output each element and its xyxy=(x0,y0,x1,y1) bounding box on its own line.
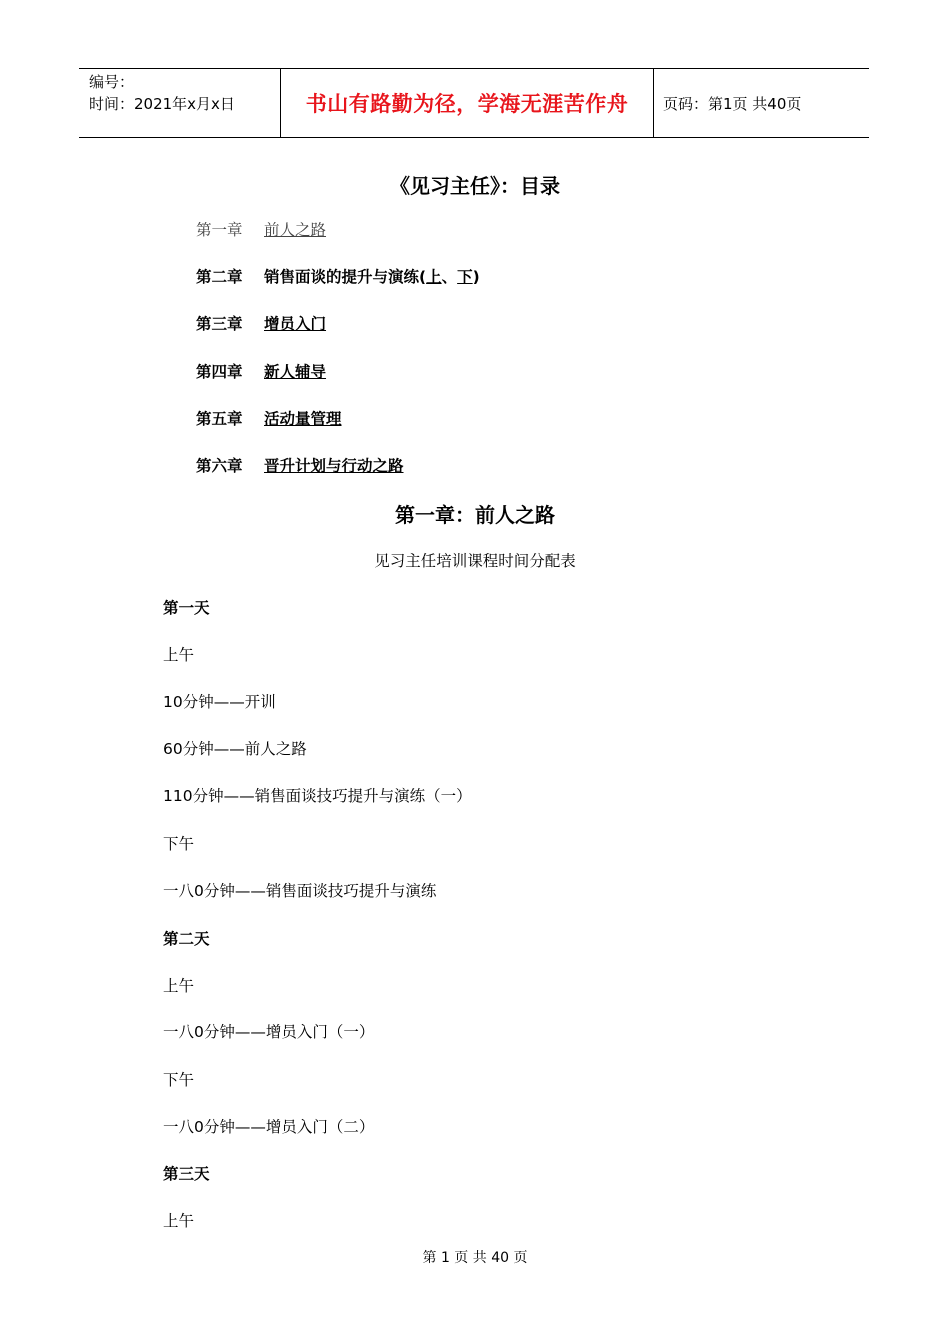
schedule-period: 上午 xyxy=(163,977,195,995)
toc-chapter-title: 晋升计划与行动之路 xyxy=(264,457,404,475)
schedule-entry: 一八0分钟——增员入门（一） xyxy=(163,1023,375,1041)
toc-item-ch5[interactable] xyxy=(196,407,342,429)
toc-title: 《见习主任》：目录 xyxy=(390,174,560,198)
header-motto: 书山有路勤为径，学海无涯苦作舟 xyxy=(305,92,629,116)
toc-chapter-number: 第五章 xyxy=(196,410,243,428)
toc-link-part-down[interactable]: 下 xyxy=(457,268,473,286)
header-meta xyxy=(89,71,235,115)
toc-chapter-title: 活动量管理 xyxy=(264,410,342,428)
toc-chapter-title: 销售面谈的提升与演练( xyxy=(264,268,427,286)
toc-chapter-title: 前人之路 xyxy=(264,221,327,239)
toc-item-ch4[interactable] xyxy=(196,360,326,382)
toc-item-ch6[interactable] xyxy=(196,454,404,476)
schedule-entry: 110分钟——销售面谈技巧提升与演练（一） xyxy=(163,787,472,805)
toc-chapter-number: 第三章 xyxy=(196,315,243,333)
toc-chapter-number: 第一章 xyxy=(196,221,243,239)
schedule-day-heading: 第三天 xyxy=(163,1165,210,1183)
toc-item-ch1[interactable] xyxy=(196,218,326,240)
schedule-entry: 一八0分钟——销售面谈技巧提升与演练 xyxy=(163,882,437,900)
schedule-period: 上午 xyxy=(163,646,195,664)
schedule-period: 下午 xyxy=(163,1071,195,1089)
schedule-period: 上午 xyxy=(163,1212,195,1230)
toc-chapter-number: 第二章 xyxy=(196,268,243,286)
schedule-subtitle: 见习主任培训课程时间分配表 xyxy=(374,552,576,570)
schedule-day-heading: 第二天 xyxy=(163,930,210,948)
toc-chapter-title: 增员入门 xyxy=(264,315,327,333)
toc-item-ch3[interactable] xyxy=(196,312,326,334)
schedule-entry: 10分钟——开训 xyxy=(163,693,276,711)
schedule-entry: 一八0分钟——增员入门（二） xyxy=(163,1118,375,1136)
document-header xyxy=(79,68,869,138)
number-label: 编号： xyxy=(89,73,135,91)
page-footer: 第 1 页 共 40 页 xyxy=(422,1250,528,1266)
toc-chapter-number: 第六章 xyxy=(196,457,243,475)
time-label: 时间：2021年x月x日 xyxy=(89,95,235,113)
header-divider xyxy=(653,69,654,137)
schedule-day-heading: 第一天 xyxy=(163,599,210,617)
toc-close-paren: ) xyxy=(472,268,480,286)
toc-item-ch2[interactable] xyxy=(196,265,480,287)
schedule-period: 下午 xyxy=(163,835,195,853)
toc-link-part-up[interactable]: 上 xyxy=(426,268,442,286)
chapter-title: 第一章：前人之路 xyxy=(395,503,555,527)
toc-separator: 、 xyxy=(441,268,458,286)
schedule-entry: 60分钟——前人之路 xyxy=(163,740,307,758)
header-page-info: 页码：第1页 共40页 xyxy=(663,94,802,113)
toc-chapter-title: 新人辅导 xyxy=(264,363,327,381)
toc-chapter-number: 第四章 xyxy=(196,363,243,381)
